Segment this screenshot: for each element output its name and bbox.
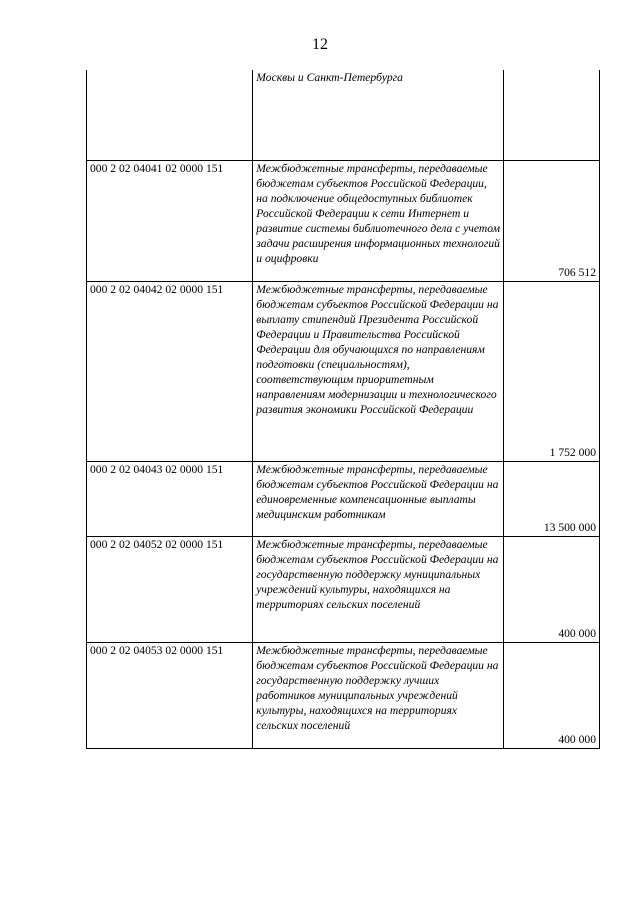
amount-value: 706 512 (504, 160, 600, 281)
transfer-description: Межбюджетные трансферты, передаваемые бюджетам субъектов Российской Федерации на государственную поддержку лучших работников муниципальных учреждений культуры, находящихся на территориях сельских поселений (253, 642, 504, 748)
transfer-description: Межбюджетные трансферты, передаваемые бюджетам субъектов Российской Федерации, на подключение общедоступных библиотек Российской Федерации к сети Интернет и развитие системы библиотечного дела с учетом задачи расширения информационных технологий и оцифровки (253, 160, 504, 281)
amount-value: 400 000 (504, 536, 600, 642)
page-number: 12 (312, 36, 328, 53)
table-row (87, 642, 600, 748)
budget-code: 000 2 02 04041 02 0000 151 (87, 160, 253, 281)
transfer-description: Межбюджетные трансферты, передаваемые бюджетам субъектов Российской Федерации на единовременные компенсационные выплаты медицинским работникам (253, 461, 504, 536)
budget-code: 000 2 02 04053 02 0000 151 (87, 642, 253, 748)
table-row (87, 70, 600, 160)
budget-code: 000 2 02 04042 02 0000 151 (87, 281, 253, 461)
table-row (87, 281, 600, 461)
transfer-description: Межбюджетные трансферты, передаваемые бюджетам субъектов Российской Федерации на выплату стипендий Президента Российской Федерации и Правительства Российской Федерации для обучающихся по направлениям подготовки (специальностям), соответствующим приоритетным направлениям модернизации и технологического развития экономики Российской Федерации (253, 281, 504, 461)
transfer-description: Межбюджетные трансферты, передаваемые бюджетам субъектов Российской Федерации на государственную поддержку муниципальных учреждений культуры, находящихся на территориях сельских поселений (253, 536, 504, 642)
budget-table (86, 70, 600, 749)
budget-code (87, 70, 253, 160)
table-row (87, 160, 600, 281)
amount-value: 400 000 (504, 642, 600, 748)
amount-value: 1 752 000 (504, 281, 600, 461)
budget-code: 000 2 02 04052 02 0000 151 (87, 536, 253, 642)
transfer-description: Москвы и Санкт-Петербурга (253, 70, 504, 160)
budget-code: 000 2 02 04043 02 0000 151 (87, 461, 253, 536)
table-row (87, 461, 600, 536)
amount-value (504, 70, 600, 160)
table-row (87, 536, 600, 642)
amount-value: 13 500 000 (504, 461, 600, 536)
